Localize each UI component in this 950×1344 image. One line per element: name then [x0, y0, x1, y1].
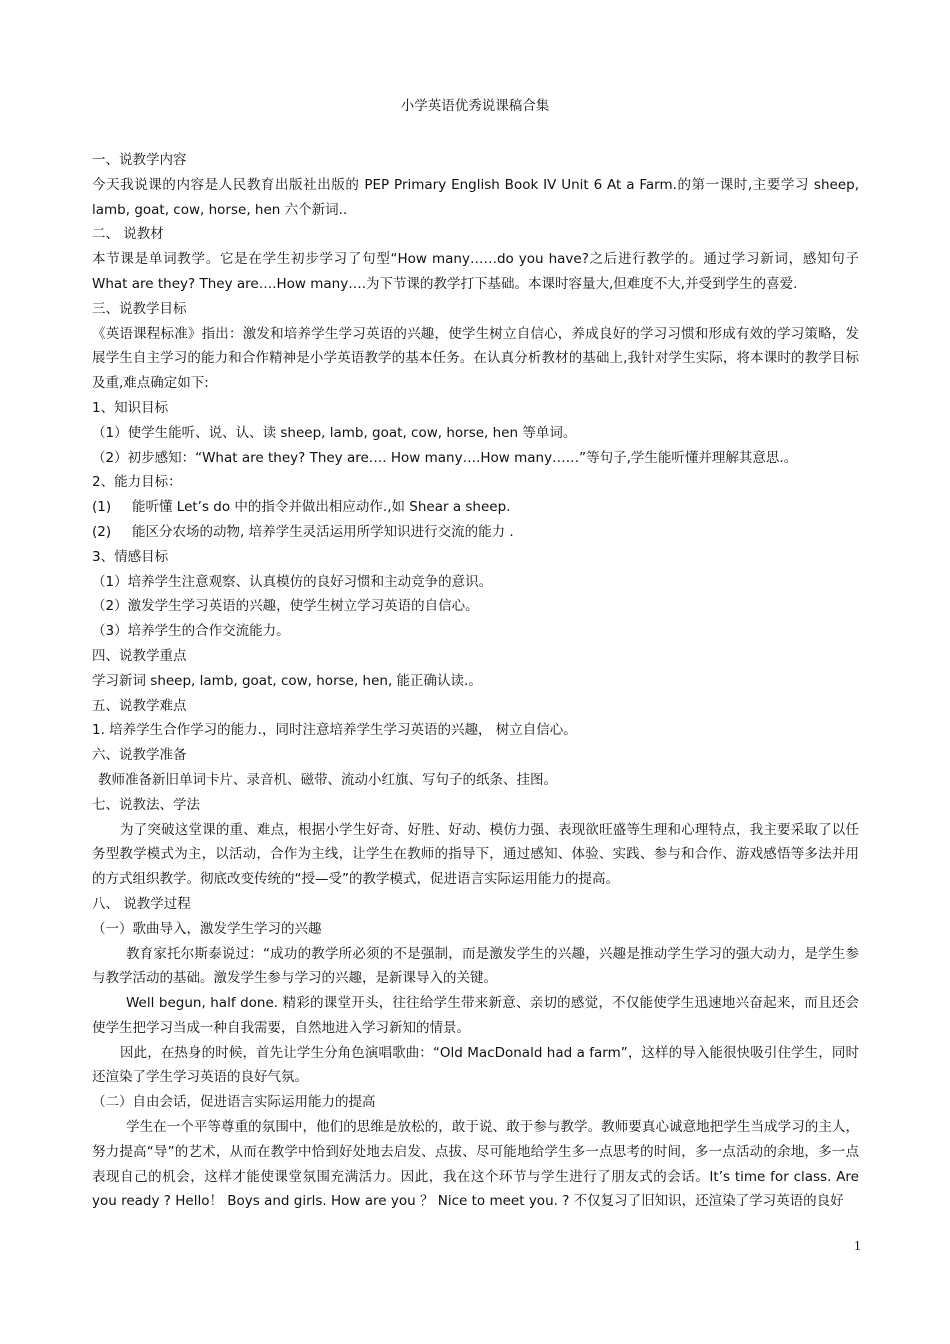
page-number: 1: [854, 1238, 861, 1253]
paragraph: 学习新词 sheep, lamb, goat, cow, horse, hen, 能正确认读.。: [92, 672, 482, 689]
paragraph: Well begun, half done. 精彩的课堂开头，往往给学生带来新意、亲切的感觉，不仅能使学生迅速地兴奋起来，而且还会使学生把学习当成一种自我需要，自然地进入学习新知的情景。: [92, 995, 859, 1036]
subsection-heading: 3、情感目标: [92, 548, 169, 565]
subsection-heading: （一）歌曲导入，激发学生学习的兴趣: [92, 920, 322, 937]
paragraph: 今天我说课的内容是人民教育出版社出版的 PEP Primary English Book IV Unit 6 At a Farm.的第一课时,主要学习 sheep, lamb, goat, cow, horse, hen 六个新词..: [92, 176, 859, 218]
list-number: (2): [92, 523, 112, 540]
list-item: （2）初步感知：“What are they? They are…. How many….How many……”等句子,学生能听懂并理解其意思.。: [92, 449, 798, 466]
section-heading: 三、说教学目标: [92, 300, 187, 317]
section-heading: 四、说教学重点: [92, 647, 187, 664]
list-item: （3）培养学生的合作交流能力。: [92, 623, 290, 640]
list-number: (1): [92, 499, 112, 516]
list-item: （2）激发学生学习英语的兴趣，使学生树立学习英语的自信心。: [92, 598, 479, 615]
paragraph: 学生在一个平等尊重的氛围中，他们的思维是放松的，敢于说、敢于参与教学。教师要真心诚意地把学生当成学习的主人，努力提高“导”的艺术，从而在教学中恰到好处地去启发、点拔、尽可能地给学生多一点思考的时间，多一点活动的余地，多一点表现自己的机会，这样才能使课堂氛围充满活力。因此，我在这个环节与学生进行了朋友式的会话。It’s time for class. Are you ready ? Hello！ Boys and girls. How are you ？ Nice to meet you. ? 不仅复习了旧知识，还渲染了学习英语的良好: [92, 1119, 859, 1210]
list-item: （1）使学生能听、说、认、读 sheep, lamb, goat, cow, horse, hen 等单词。: [92, 424, 577, 441]
paragraph: 为了突破这堂课的重、难点，根据小学生好奇、好胜、好动、模仿力强、表现欲旺盛等生理和心理特点，我主要采取了以任务型教学模式为主，以活动，合作为主线，让学生在教师的指导下，通过感知、体验、实践、参与和合作、游戏感悟等多法并用的方式组织教学。彻底改变传统的“授—受”的教学模式，促进语言实际运用能力的提高。: [92, 821, 859, 888]
list-text: 能区分农场的动物, 培养学生灵活运用所学知识进行交流的能力 .: [132, 523, 514, 540]
paragraph: 教育家托尔斯泰说过：“成功的教学所必须的不是强制，而是激发学生的兴趣，兴趣是推动学生学习的强大动力，是学生参与教学活动的基础。激发学生参与学习的兴趣，是新课导入的关键。: [92, 945, 859, 987]
paragraph: 《英语课程标准》指出：激发和培养学生学习英语的兴趣，使学生树立自信心，养成良好的学习习惯和形成有效的学习策略，发展学生自主学习的能力和合作精神是小学英语教学的基本任务。在认真分析教材的基础上,我针对学生实际，将本课时的教学目标及重,难点确定如下:: [92, 325, 859, 392]
list-item: [92, 520, 859, 545]
subsection-heading: （二）自由会话，促进语言实际运用能力的提高: [92, 1094, 376, 1111]
paragraph: 本节课是单词教学。它是在学生初步学习了句型“How many……do you have?之后进行教学的。通过学习新词，感知句子 What are they? They are….How many….为下节课的教学打下基础。本课时容量大,但难度不大,并受到学生的喜爱.: [92, 251, 859, 292]
list-item: （1）培养学生注意观察、认真模仿的良好习惯和主动竞争的意识。: [92, 573, 493, 590]
section-heading: 二、 说教材: [92, 226, 164, 243]
paragraph: 因此，在热身的时候，首先让学生分角色演唱歌曲：“Old MacDonald had a farm”，这样的导入能很快吸引住学生，同时还渲染了学生学习英语的良好气氛。: [92, 1044, 859, 1086]
document-body: [92, 148, 859, 1214]
section-heading: 六、说教学准备: [92, 747, 187, 764]
subsection-heading: 2、能力目标：: [92, 474, 182, 491]
paragraph: 1. 培养学生合作学习的能力.，同时注意培养学生学习英语的兴趣， 树立自信心。: [92, 722, 577, 739]
document-title: 小学英语优秀说课稿合集: [400, 98, 550, 114]
section-heading: 一、说教学内容: [92, 152, 187, 168]
paragraph: 教师准备新旧单词卡片、录音机、磁带、流动小红旗、写句子的纸条、挂图。: [98, 771, 557, 788]
subsection-heading: 1、知识目标: [92, 399, 169, 416]
list-text: 能听懂 Let’s do 中的指令并做出相应动作.,如 Shear a sheep.: [132, 499, 511, 516]
section-heading: 五、说教学难点: [92, 697, 187, 714]
section-heading: 八、 说教学过程: [92, 895, 191, 912]
section-heading: 七、说教法、学法: [92, 796, 200, 813]
list-item: [92, 495, 859, 520]
